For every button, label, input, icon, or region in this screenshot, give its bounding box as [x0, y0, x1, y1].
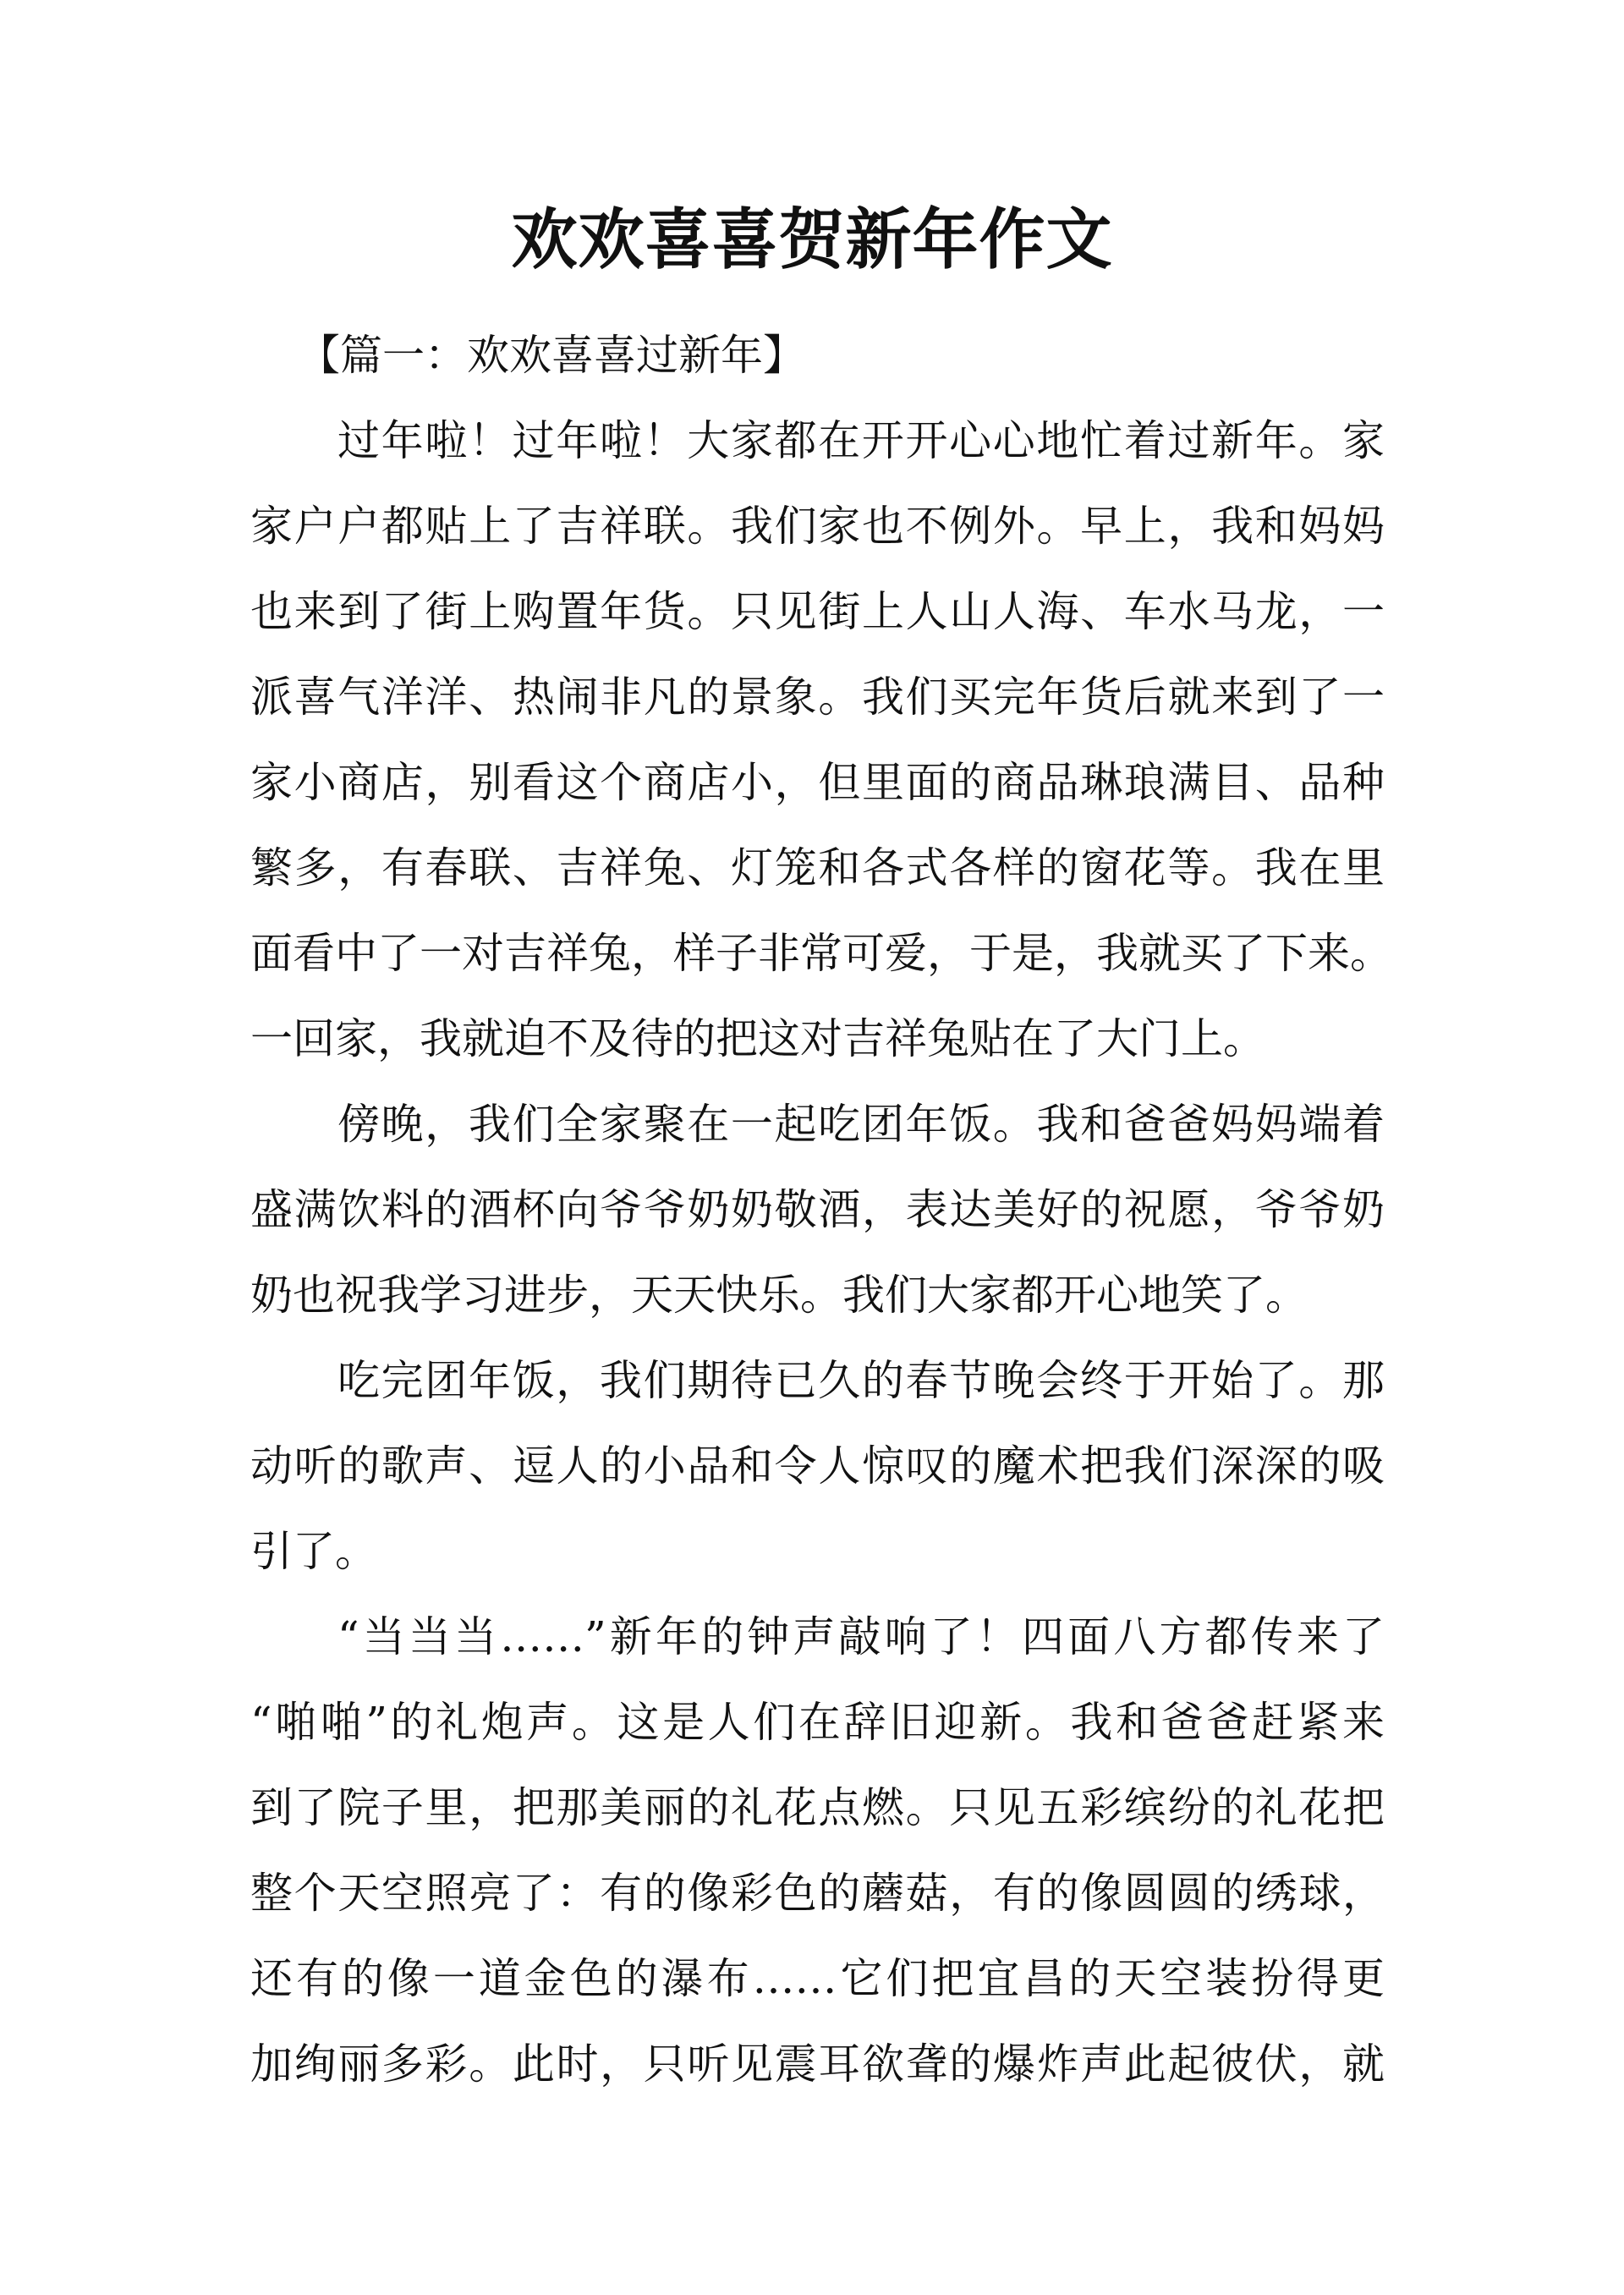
paragraph-4-line: 还有的像一道金色的瀑布……它们把宜昌的天空装扮得更: [250, 1954, 1385, 2003]
paragraph-1-line: 派喜气洋洋、热闹非凡的景象。我们买完年货后就来到了一: [250, 673, 1385, 722]
paragraph-1-line: 家户户都贴上了吉祥联。我们家也不例外。早上，我和妈妈: [250, 502, 1385, 551]
paragraph-3-line: 吃完团年饭，我们期待已久的春节晚会终于开始了。那: [337, 1356, 1385, 1405]
paragraph-1-line: 家小商店，别看这个商店小，但里面的商品琳琅满目、品种: [250, 758, 1385, 807]
section-heading: 【篇一：欢欢喜喜过新年】: [298, 331, 805, 380]
paragraph-4-line: “当当当……”新年的钟声敲响了！四面八方都传来了: [337, 1612, 1385, 1661]
paragraph-1-line: 繁多，有春联、吉祥兔、灯笼和各式各样的窗花等。我在里: [250, 843, 1385, 892]
paragraph-2-line: 盛满饮料的酒杯向爷爷奶奶敬酒，表达美好的祝愿，爷爷奶: [250, 1185, 1385, 1234]
paragraph-2-line: 奶也祝我学习进步，天天快乐。我们大家都开心地笑了。: [250, 1271, 1308, 1320]
paragraph-3-line: 动听的歌声、逗人的小品和令人惊叹的魔术把我们深深的吸: [250, 1441, 1385, 1491]
paragraph-1-line: 也来到了街上购置年货。只见街上人山人海、车水马龙，一: [250, 587, 1385, 636]
paragraph-1-line: 面看中了一对吉祥兔，样子非常可爱，于是，我就买了下来。: [250, 929, 1392, 978]
paragraph-3-line: 引了。: [250, 1527, 377, 1576]
paragraph-4-line: 整个天空照亮了：有的像彩色的蘑菇，有的像圆圆的绣球，: [250, 1869, 1385, 1918]
paragraph-4-line: “啪啪”的礼炮声。这是人们在辞旧迎新。我和爸爸赶紧来: [250, 1698, 1385, 1747]
document-title: 欢欢喜喜贺新年作文: [511, 202, 1113, 278]
paragraph-4-line: 到了院子里，把那美丽的礼花点燃。只见五彩缤纷的礼花把: [250, 1783, 1385, 1832]
document-body: [250, 313, 1392, 2107]
paragraph-1-line: 一回家，我就迫不及待的把这对吉祥兔贴在了大门上。: [250, 1014, 1265, 1063]
paragraph-4-line: 加绚丽多彩。此时，只听见震耳欲聋的爆炸声此起彼伏，就: [250, 2040, 1385, 2089]
paragraph-1-line: 过年啦！过年啦！大家都在开开心心地忙着过新年。家: [337, 416, 1385, 465]
paragraph-2-line: 傍晚，我们全家聚在一起吃团年饭。我和爸爸妈妈端着: [337, 1100, 1385, 1149]
